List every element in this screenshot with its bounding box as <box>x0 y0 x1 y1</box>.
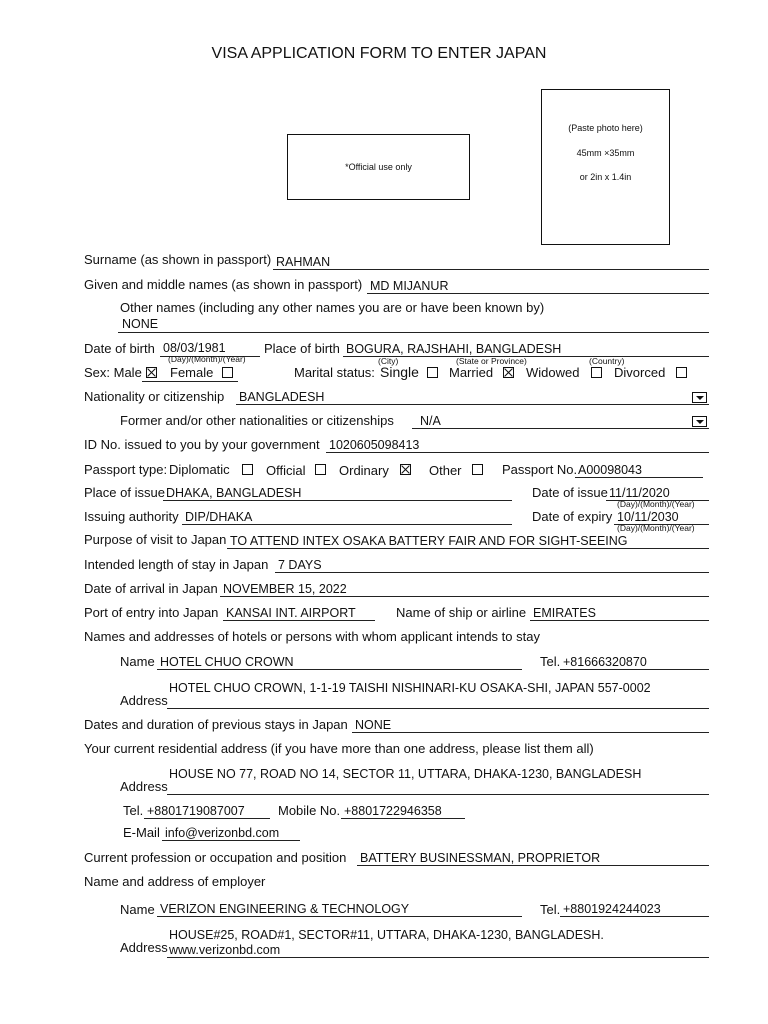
place-of-issue-label: Place of issue <box>84 485 165 500</box>
residential-mobile-line <box>341 818 465 819</box>
residential-mobile-value[interactable]: +8801722946358 <box>344 804 442 818</box>
photo-box-line2: 45mm ×35mm <box>576 148 635 158</box>
port-line <box>223 620 375 621</box>
sex-label: Sex: Male <box>84 365 142 380</box>
passport-no-label: Passport No. <box>502 462 578 477</box>
port-label: Port of entry into Japan <box>84 605 219 620</box>
marital-married-checkbox[interactable] <box>503 367 514 378</box>
place-of-issue-line <box>163 500 512 501</box>
passport-type-label: Passport type: <box>84 462 168 477</box>
official-use-label: *Official use only <box>345 162 412 172</box>
length-of-stay-line <box>275 572 709 573</box>
marital-divorced-label: Divorced <box>614 365 666 380</box>
pob-hint-city: (City) <box>378 356 399 366</box>
hotels-label: Names and addresses of hotels or persons with whom applicant intends to stay <box>84 629 540 644</box>
airline-line <box>530 620 709 621</box>
nationality-value[interactable]: BANGLADESH <box>239 390 325 404</box>
marital-divorced-checkbox[interactable] <box>676 367 687 378</box>
sex-female-checkbox[interactable] <box>222 367 233 378</box>
residential-label: Your current residential address (if you have more than one address, please list them all) <box>84 741 594 756</box>
date-of-issue-label: Date of issue <box>532 485 608 500</box>
id-no-label: ID No. issued to you by your government <box>84 437 320 452</box>
marital-widowed-label: Widowed <box>526 365 580 380</box>
length-of-stay-value[interactable]: 7 DAYS <box>278 558 322 572</box>
employer-address-line1[interactable]: HOUSE#25, ROAD#1, SECTOR#11, UTTARA, DHAKA-1230, BANGLADESH. <box>169 928 604 942</box>
previous-stays-label: Dates and duration of previous stays in Japan <box>84 717 348 732</box>
passport-other-checkbox[interactable] <box>472 464 483 475</box>
sex-female-label: Female <box>170 365 214 380</box>
passport-no-line <box>575 477 703 478</box>
residential-address-value[interactable]: HOUSE NO 77, ROAD NO 14, SECTOR 11, UTTARA, DHAKA-1230, BANGLADESH <box>169 767 642 781</box>
surname-line <box>273 269 709 270</box>
date-of-expiry-label: Date of expiry <box>532 509 613 524</box>
former-nationality-label: Former and/or other nationalities or citizenships <box>120 413 394 428</box>
employer-name-label: Name <box>120 902 155 917</box>
residential-mobile-label: Mobile No. <box>278 803 341 818</box>
profession-label: Current profession or occupation and position <box>84 850 347 865</box>
employer-tel-value[interactable]: +8801924244023 <box>563 902 661 916</box>
hotel-address-line <box>167 708 709 709</box>
arrival-label: Date of arrival in Japan <box>84 581 218 596</box>
pob-label: Place of birth <box>264 341 340 356</box>
marital-married-label: Married <box>449 365 494 380</box>
hotel-name-label: Name <box>120 654 155 669</box>
residential-email-label: E-Mail <box>123 825 160 840</box>
hotel-name-line <box>157 669 522 670</box>
employer-address-label: Address <box>120 940 168 955</box>
residential-tel-label: Tel. <box>123 803 144 818</box>
other-names-value[interactable]: NONE <box>122 317 159 331</box>
id-no-value[interactable]: 1020605098413 <box>329 438 420 452</box>
passport-ordinary-label: Ordinary <box>339 463 389 478</box>
dob-value[interactable]: 08/03/1981 <box>163 341 226 355</box>
passport-diplomatic-label: Diplomatic <box>169 462 230 477</box>
purpose-line <box>227 548 709 549</box>
pob-hint-country: (Country) <box>589 356 625 366</box>
length-of-stay-label: Intended length of stay in Japan <box>84 557 269 572</box>
other-names-line <box>118 332 709 333</box>
issuing-authority-label: Issuing authority <box>84 509 179 524</box>
former-nationality-line <box>412 428 709 429</box>
marital-single-label: Single <box>380 364 419 380</box>
issuing-authority-line <box>182 524 512 525</box>
dob-hint: (Day)/(Month)/(Year) <box>168 354 246 364</box>
surname-value[interactable]: RAHMAN <box>276 255 331 269</box>
photo-box-line3: or 2in x 1.4in <box>579 172 632 182</box>
given-names-label: Given and middle names (as shown in passport) <box>84 277 363 292</box>
former-nationality-dropdown-icon[interactable] <box>692 416 707 427</box>
pob-value[interactable]: BOGURA, RAJSHAHI, BANGLADESH <box>346 342 562 356</box>
arrival-value[interactable]: NOVEMBER 15, 2022 <box>223 582 347 596</box>
form-title: VISA APPLICATION FORM TO ENTER JAPAN <box>211 45 547 62</box>
purpose-value[interactable]: TO ATTEND INTEX OSAKA BATTERY FAIR AND FOR SIGHT-SEEING <box>230 534 628 548</box>
id-no-line <box>326 452 709 453</box>
previous-stays-line <box>352 732 709 733</box>
employer-name-value[interactable]: VERIZON ENGINEERING & TECHNOLOGY <box>160 902 410 916</box>
employer-tel-label: Tel. <box>540 902 561 917</box>
profession-value[interactable]: BATTERY BUSINESSMAN, PROPRIETOR <box>360 851 601 865</box>
residential-email-value[interactable]: info@verizonbd.com <box>165 826 280 840</box>
nationality-dropdown-icon[interactable] <box>692 392 707 403</box>
arrival-line <box>220 596 709 597</box>
previous-stays-value[interactable]: NONE <box>355 718 392 732</box>
airline-value[interactable]: EMIRATES <box>533 606 596 620</box>
passport-official-checkbox[interactable] <box>315 464 326 475</box>
marital-label: Marital status: <box>294 365 375 380</box>
port-value[interactable]: KANSAI INT. AIRPORT <box>226 606 356 620</box>
sex-male-checkbox[interactable] <box>146 367 157 378</box>
passport-other-label: Other <box>429 463 462 478</box>
hotel-address-label: Address <box>120 693 168 708</box>
given-names-value[interactable]: MD MIJANUR <box>370 279 449 293</box>
residential-address-line <box>167 794 709 795</box>
nationality-line <box>236 404 709 405</box>
passport-official-label: Official <box>266 463 306 478</box>
former-nationality-value[interactable]: N/A <box>420 414 441 428</box>
given-names-line <box>367 293 709 294</box>
dob-label: Date of birth <box>84 341 155 356</box>
employer-name-line <box>157 916 522 917</box>
hotel-tel-value[interactable]: +81666320870 <box>563 655 647 669</box>
marital-widowed-checkbox[interactable] <box>591 367 602 378</box>
employer-tel-line <box>560 916 709 917</box>
date-of-expiry-value[interactable]: 10/11/2030 <box>617 510 679 524</box>
surname-label: Surname (as shown in passport) <box>84 252 272 267</box>
date-of-issue-value[interactable]: 11/11/2020 <box>609 486 670 500</box>
place-of-issue-value[interactable]: DHAKA, BANGLADESH <box>166 486 302 500</box>
passport-ordinary-checkbox[interactable] <box>400 464 411 475</box>
passport-no-value[interactable]: A00098043 <box>578 463 642 477</box>
employer-address-line2[interactable]: www.verizonbd.com <box>169 943 281 957</box>
hotel-tel-line <box>560 669 709 670</box>
photo-box-line1: (Paste photo here) <box>568 123 643 133</box>
employer-label: Name and address of employer <box>84 874 266 889</box>
pob-hint-state: (State or Province) <box>456 356 527 366</box>
residential-address-label: Address <box>120 779 168 794</box>
photo-box[interactable] <box>541 89 670 245</box>
issuing-authority-value[interactable]: DIP/DHAKA <box>185 510 253 524</box>
date-of-expiry-hint: (Day)/(Month)/(Year) <box>617 523 695 533</box>
residential-tel-value[interactable]: +8801719087007 <box>147 804 245 818</box>
nationality-label: Nationality or citizenship <box>84 389 225 404</box>
residential-tel-line <box>144 818 270 819</box>
airline-label: Name of ship or airline <box>396 605 527 620</box>
marital-single-checkbox[interactable] <box>427 367 438 378</box>
employer-address-line <box>167 957 709 958</box>
passport-diplomatic-checkbox[interactable] <box>242 464 253 475</box>
date-of-issue-hint: (Day)/(Month)/(Year) <box>617 499 695 509</box>
official-use-box <box>287 134 470 200</box>
purpose-label: Purpose of visit to Japan <box>84 532 227 547</box>
sex-line <box>142 381 238 382</box>
hotel-tel-label: Tel. <box>540 654 561 669</box>
other-names-label: Other names (including any other names you are or have been known by) <box>120 300 545 315</box>
profession-line <box>357 865 709 866</box>
hotel-name-value[interactable]: HOTEL CHUO CROWN <box>160 655 294 669</box>
hotel-address-value[interactable]: HOTEL CHUO CROWN, 1-1-19 TAISHI NISHINARI-KU OSAKA-SHI, JAPAN 557-0002 <box>169 681 651 695</box>
residential-email-line <box>162 840 300 841</box>
